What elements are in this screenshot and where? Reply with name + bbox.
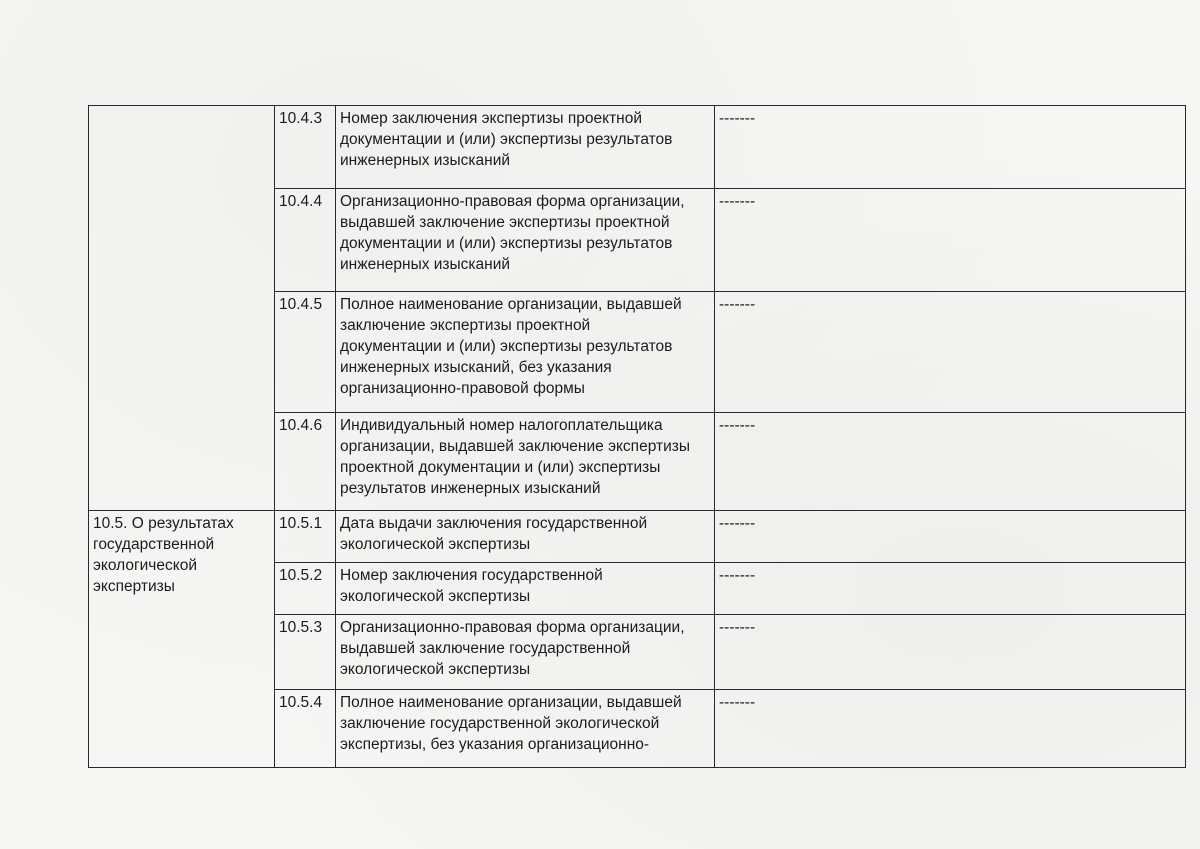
row-value: ------- xyxy=(715,292,1186,413)
row-value: ------- xyxy=(715,189,1186,292)
row-number: 10.5.4 xyxy=(275,690,336,768)
row-value: ------- xyxy=(715,413,1186,511)
row-description: Номер заключения экспертизы проектной документации и (или) экспертизы результатов инженерных изысканий xyxy=(336,106,715,189)
row-value: ------- xyxy=(715,106,1186,189)
row-description: Полное наименование организации, выдавшей заключение экспертизы проектной документации и (или) экспертизы результатов инженерных изысканий, без указания организационно-правовой формы xyxy=(336,292,715,413)
row-value: ------- xyxy=(715,511,1186,563)
row-description: Индивидуальный номер налогоплательщика организации, выдавшей заключение экспертизы проектной документации и (или) экспертизы результатов инженерных изысканий xyxy=(336,413,715,511)
row-number: 10.4.6 xyxy=(275,413,336,511)
table-row xyxy=(89,106,1186,189)
section-cell-10-5: 10.5. О результатах государственной экологической экспертизы xyxy=(89,511,275,768)
row-value: ------- xyxy=(715,615,1186,690)
row-number: 10.4.3 xyxy=(275,106,336,189)
row-value: ------- xyxy=(715,563,1186,615)
section-cell-10-4 xyxy=(89,106,275,511)
row-description: Дата выдачи заключения государственной экологической экспертизы xyxy=(336,511,715,563)
row-number: 10.4.4 xyxy=(275,189,336,292)
data-table xyxy=(88,105,1186,768)
row-description: Организационно-правовая форма организации, выдавшей заключение экспертизы проектной документации и (или) экспертизы результатов инженерных изысканий xyxy=(336,189,715,292)
row-number: 10.5.2 xyxy=(275,563,336,615)
row-value: ------- xyxy=(715,690,1186,768)
row-number: 10.5.3 xyxy=(275,615,336,690)
table-row xyxy=(89,511,1186,563)
row-description: Полное наименование организации, выдавшей заключение государственной экологической экспертизы, без указания организационно- xyxy=(336,690,715,768)
row-number: 10.5.1 xyxy=(275,511,336,563)
row-description: Организационно-правовая форма организации, выдавшей заключение государственной экологической экспертизы xyxy=(336,615,715,690)
row-number: 10.4.5 xyxy=(275,292,336,413)
row-description: Номер заключения государственной экологической экспертизы xyxy=(336,563,715,615)
